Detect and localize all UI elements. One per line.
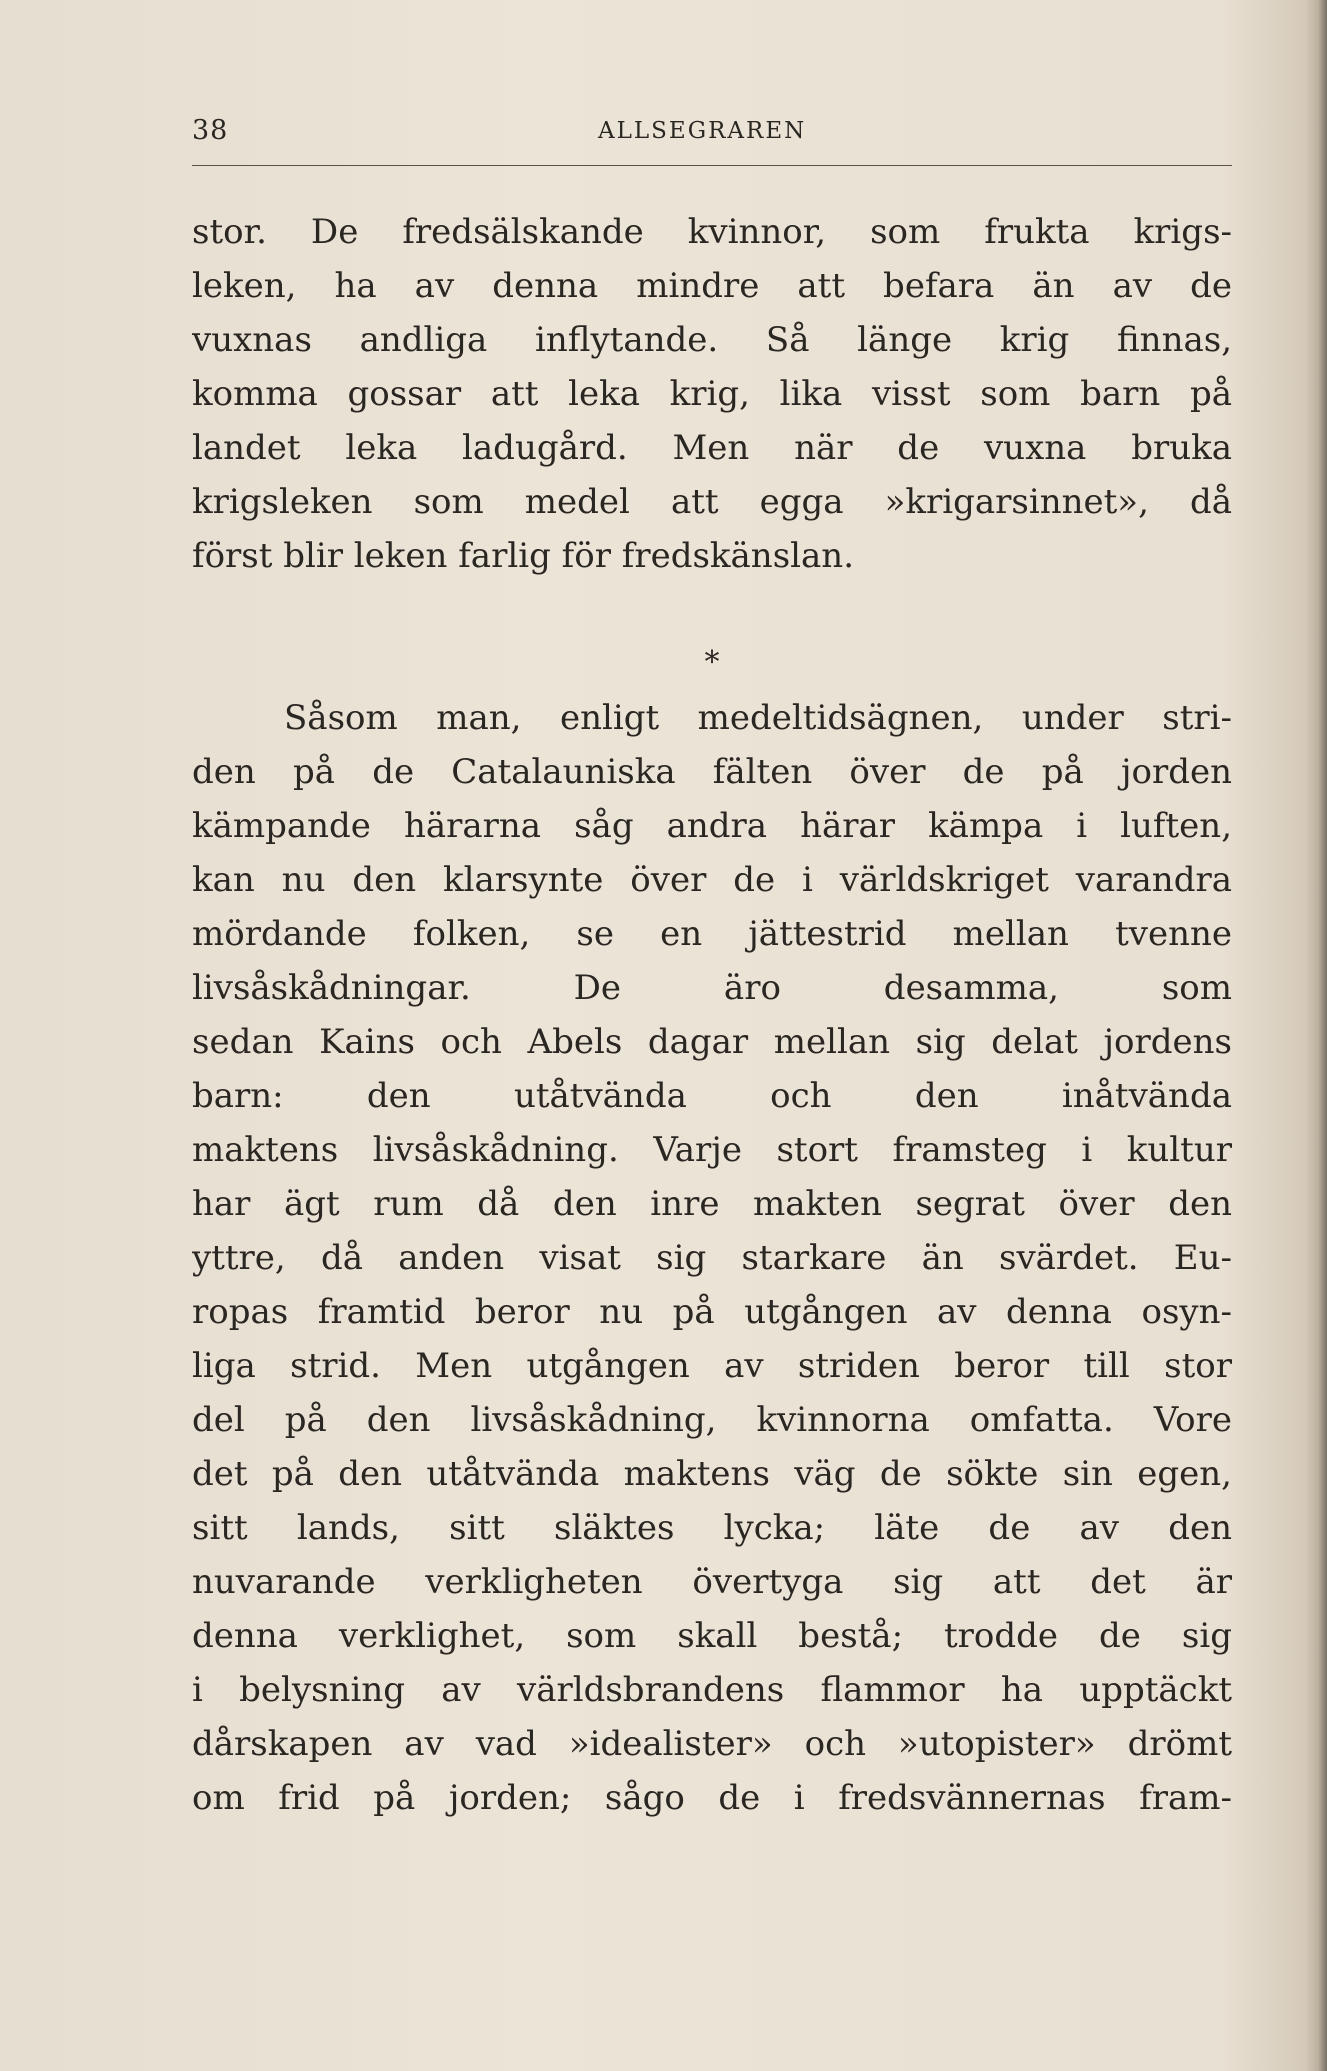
- text-line: yttre, då anden visat sig starkare än svärdet. Eu-: [192, 1238, 1232, 1278]
- page-edge-shadow: [1305, 0, 1327, 2071]
- text-line: ropas framtid beror nu på utgången av denna osyn-: [192, 1292, 1232, 1332]
- text-line: den på de Catalauniska fälten över de på jorden: [192, 752, 1232, 792]
- text-line: Såsom man, enligt medeltidsägnen, under stri-: [284, 698, 1232, 738]
- text-line: sitt lands, sitt släktes lycka; läte de av den: [192, 1508, 1232, 1548]
- section-separator: *: [704, 645, 720, 680]
- text-line: barn: den utåtvända och den inåtvända: [192, 1076, 1232, 1116]
- text-line: krigsleken som medel att egga »krigarsinnet», då: [192, 482, 1232, 522]
- text-line: vuxnas andliga inflytande. Så länge krig finnas,: [192, 320, 1232, 360]
- text-line: om frid på jorden; sågo de i fredsvännernas fram-: [192, 1778, 1232, 1818]
- text-line: sedan Kains och Abels dagar mellan sig delat jordens: [192, 1022, 1232, 1062]
- text-line: denna verklighet, som skall bestå; trodde de sig: [192, 1616, 1232, 1656]
- page-number: 38: [192, 115, 229, 146]
- header-rule: [192, 165, 1232, 166]
- text-line: mördande folken, se en jättestrid mellan tvenne: [192, 914, 1232, 954]
- text-line: kan nu den klarsynte över de i världskriget varandra: [192, 860, 1232, 900]
- text-line: nuvarande verkligheten övertyga sig att det är: [192, 1562, 1232, 1602]
- text-line: komma gossar att leka krig, lika visst som barn på: [192, 374, 1232, 414]
- running-head: ALLSEGRAREN: [598, 118, 807, 144]
- text-line: livsåskådningar. De äro desamma, som: [192, 968, 1232, 1008]
- text-line: liga strid. Men utgången av striden beror till stor: [192, 1346, 1232, 1386]
- text-line: leken, ha av denna mindre att befara än av de: [192, 266, 1232, 306]
- text-line: dårskapen av vad »idealister» och »utopister» drömt: [192, 1724, 1232, 1764]
- text-line: stor. De fredsälskande kvinnor, som frukta krigs-: [192, 212, 1232, 252]
- page-header: [192, 115, 1232, 155]
- text-line: kämpande härarna såg andra härar kämpa i luften,: [192, 806, 1232, 846]
- text-line: har ägt rum då den inre makten segrat över den: [192, 1184, 1232, 1224]
- text-line: först blir leken farlig för fredskänslan.: [192, 536, 855, 576]
- body-text: [192, 205, 1232, 1825]
- text-line: landet leka ladugård. Men när de vuxna bruka: [192, 428, 1232, 468]
- text-line: det på den utåtvända maktens väg de sökte sin egen,: [192, 1454, 1232, 1494]
- text-line: i belysning av världsbrandens flammor ha upptäckt: [192, 1670, 1232, 1710]
- text-line: maktens livsåskådning. Varje stort framsteg i kultur: [192, 1130, 1232, 1170]
- text-line: del på den livsåskådning, kvinnorna omfatta. Vore: [192, 1400, 1232, 1440]
